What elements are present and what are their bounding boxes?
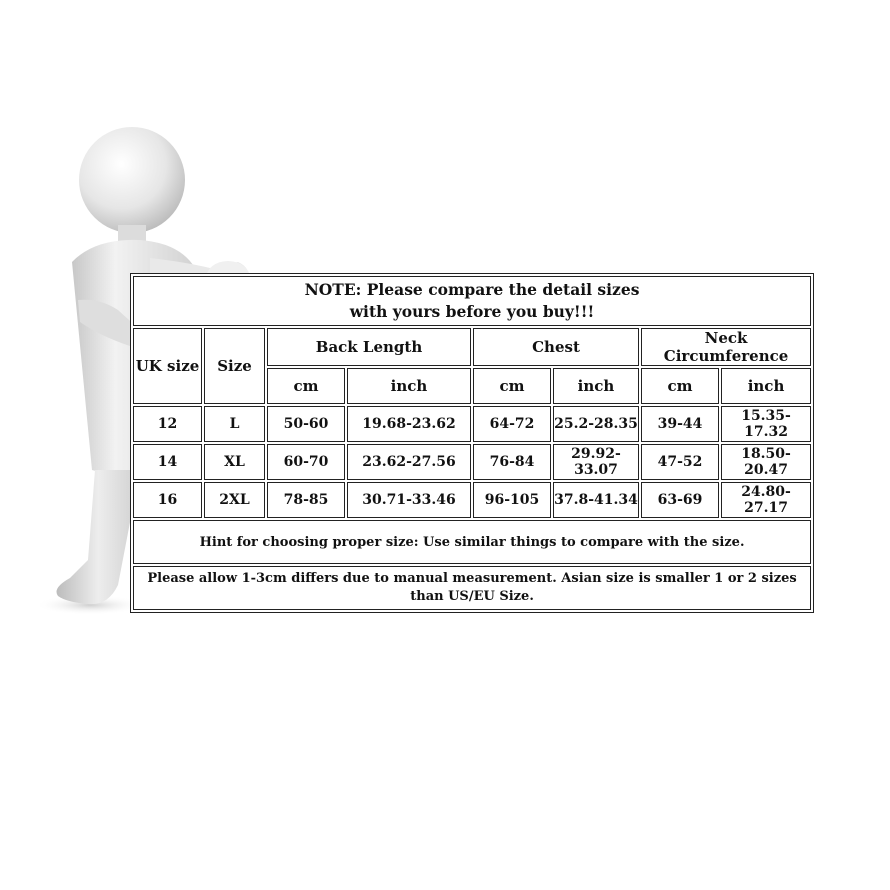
- uk-size-cell: 16: [133, 482, 202, 518]
- note-line-2: with yours before you buy!!!: [349, 302, 595, 321]
- chest-inch-cell: 25.2-28.35: [553, 406, 639, 442]
- header-row: [133, 328, 811, 366]
- back-length-header: Back Length: [267, 328, 471, 366]
- size-cell: XL: [204, 444, 265, 480]
- chest-cm-cell: 96-105: [473, 482, 551, 518]
- neck-inch-cell: 24.80-27.17: [721, 482, 811, 518]
- neck-inch-cell: 15.35-17.32: [721, 406, 811, 442]
- unit-cell: cm: [473, 368, 551, 404]
- allowance-row: [133, 566, 811, 610]
- table-row: [133, 406, 811, 442]
- back-length-inch-cell: 19.68-23.62: [347, 406, 471, 442]
- unit-cell: cm: [641, 368, 719, 404]
- neck-cm-cell: 39-44: [641, 406, 719, 442]
- unit-cell: inch: [347, 368, 471, 404]
- size-cell: 2XL: [204, 482, 265, 518]
- table-row: [133, 444, 811, 480]
- back-length-inch-cell: 23.62-27.56: [347, 444, 471, 480]
- chest-inch-cell: 29.92-33.07: [553, 444, 639, 480]
- chest-inch-cell: 37.8-41.34: [553, 482, 639, 518]
- back-length-cm-cell: 50-60: [267, 406, 345, 442]
- note-line-1: NOTE: Please compare the detail sizes: [304, 280, 640, 299]
- size-header: Size: [204, 328, 265, 404]
- note-row: [133, 276, 811, 326]
- back-length-cm-cell: 78-85: [267, 482, 345, 518]
- chest-cm-cell: 64-72: [473, 406, 551, 442]
- unit-cell: inch: [553, 368, 639, 404]
- chest-cm-cell: 76-84: [473, 444, 551, 480]
- note-cell: [133, 276, 811, 326]
- uk-size-cell: 14: [133, 444, 202, 480]
- chest-header: Chest: [473, 328, 639, 366]
- size-cell: L: [204, 406, 265, 442]
- figure-head: [79, 127, 185, 233]
- unit-cell: cm: [267, 368, 345, 404]
- back-length-inch-cell: 30.71-33.46: [347, 482, 471, 518]
- allowance-text: Please allow 1-3cm differs due to manual measurement. Asian size is smaller 1 or 2 sizes than US/EU Size.: [133, 566, 811, 610]
- uk-size-header: UK size: [133, 328, 202, 404]
- hint-text: Hint for choosing proper size: Use similar things to compare with the size.: [133, 520, 811, 564]
- neck-cm-cell: 47-52: [641, 444, 719, 480]
- hint-row: [133, 520, 811, 564]
- neck-inch-cell: 18.50-20.47: [721, 444, 811, 480]
- back-length-cm-cell: 60-70: [267, 444, 345, 480]
- neck-cm-cell: 63-69: [641, 482, 719, 518]
- table-row: [133, 482, 811, 518]
- neck-header: Neck Circumference: [641, 328, 811, 366]
- size-chart-table: [130, 273, 814, 613]
- uk-size-cell: 12: [133, 406, 202, 442]
- unit-cell: inch: [721, 368, 811, 404]
- figure-leg: [57, 470, 141, 604]
